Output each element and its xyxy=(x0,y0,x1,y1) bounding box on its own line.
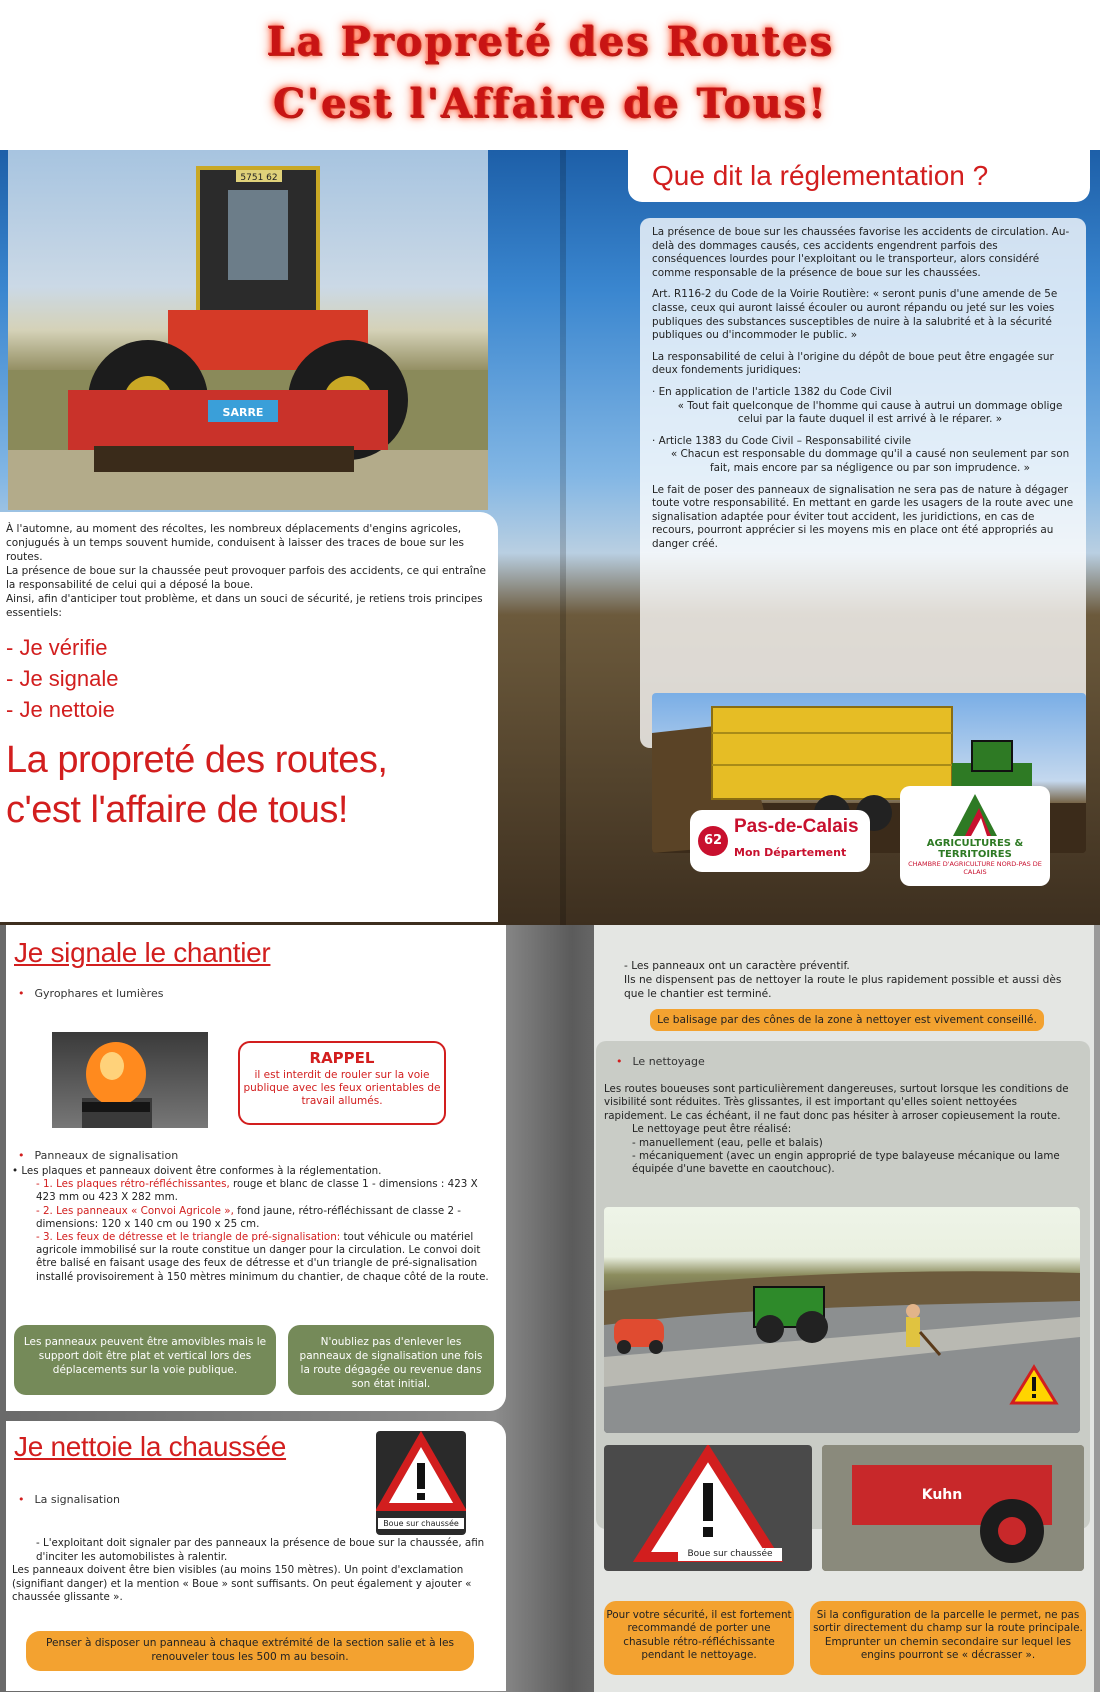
intro-paragraph-1: À l'automne, au moment des récoltes, les nombreux déplacements d'engins agricoles, conjugués à un temps souvent humide, conduisent à laisser des traces de boue sur les routes. xyxy=(6,523,464,563)
logo2-sub: CHAMBRE D'AGRICULTURE NORD-PAS DE CALAIS xyxy=(908,860,1042,876)
tractor-photo xyxy=(8,150,488,510)
orange-tip-secondary-path: Si la configuration de la parcelle le permet, ne pas sortir directement du champ sur la route principale. Emprunter un chemin secondaire sur lequel les engins pourront se « décrasser ». xyxy=(810,1601,1086,1675)
reg-paragraph-2: Art. R116-2 du Code de la Voirie Routière: « seront punis d'une amende de 5e classe, ceux qui auront laissé écouler ou auront répandu ou jeté sur les voies publiques des substances susceptibles de nuire à la salubrité et à la sécurité publiques ou d'incommoder le public. » xyxy=(652,288,1058,342)
slogan xyxy=(6,735,488,835)
road-sweeper-illustration xyxy=(822,1445,1084,1571)
rappel-box xyxy=(238,1041,446,1125)
bullet-dot: • xyxy=(18,1493,25,1506)
brochure-cover-spread xyxy=(0,150,1100,925)
logo-department-sub: Mon Département xyxy=(734,846,847,859)
bullet-panneaux-label: Panneaux de signalisation xyxy=(34,1149,179,1162)
mud-warning-sign-photo xyxy=(376,1431,466,1535)
page-fold xyxy=(560,150,566,925)
preventive-line-1: - Les panneaux ont un caractère préventif. xyxy=(624,960,850,972)
signalisation-text xyxy=(12,1537,492,1605)
signalisation-paragraph-1: - L'exploitant doit signaler par des panneaux la présence de boue sur la chaussée, afin d'inciter les automobilistes à ralentir. xyxy=(36,1537,485,1563)
slogan-line-1: La propreté des routes, xyxy=(6,739,388,781)
intro-paragraph-2: La présence de boue sur la chaussée peut provoquer parfois des accidents, ce qui entraîne la responsabilité de celui qui a déposé la boue. xyxy=(6,565,486,591)
bullet-dot: • xyxy=(18,987,25,1000)
nettoyage-paragraph: Les routes boueuses sont particulièrement dangereuses, surtout lorsque les conditions de visibilité sont réduites. Très glissantes, il est important qu'elles soient nettoyées rapidement. Le cas échéant, il ne faut donc pas hésiter à arroser copieusement la route. xyxy=(604,1083,1069,1122)
nettoyage-item-manual: - manuellement (eau, pelle et balais) xyxy=(632,1136,823,1149)
slogan-line-2: c'est l'affaire de tous! xyxy=(6,789,348,831)
clean-title: Je nettoie la chaussée xyxy=(14,1431,287,1462)
reg-quote-1383: « Chacun est responsable du dommage qu'il a causé non seulement par son fait, mais encore par sa négligence ou par son imprudence. » xyxy=(670,448,1070,474)
orange-tip-cones: Le balisage par des cônes de la zone à nettoyer est vivement conseillé. xyxy=(650,1009,1044,1031)
sign-caption: Boue sur chaussée xyxy=(378,1518,464,1529)
warning-caption: Boue sur chaussée xyxy=(678,1548,782,1561)
panneaux-text xyxy=(12,1165,500,1284)
panneaux-item-1-text: rouge et blanc de classe 1 - dimensions : 423 X 423 mm ou 423 X 282 mm. xyxy=(36,1178,478,1204)
nettoyage-intro: Le nettoyage peut être réalisé: xyxy=(632,1123,792,1136)
reg-paragraph-3: La responsabilité de celui à l'origine du dépôt de boue peut être engagée sur deux fondements juridiques: xyxy=(652,350,1054,377)
bullet-signalisation-label: La signalisation xyxy=(34,1493,121,1506)
logo2-name: AGRICULTURES & TERRITOIRES xyxy=(926,838,1024,860)
gyrophare-photo xyxy=(52,1032,208,1128)
panneaux-item-3-label: - 3. Les feux de détresse et le triangle de pré-signalisation: xyxy=(36,1231,341,1244)
cleaning-box xyxy=(596,1041,1090,1559)
regulation-title: Que dit la réglementation ? xyxy=(628,150,1090,202)
bullet-gyro xyxy=(18,987,498,1000)
nettoyage-text xyxy=(604,1083,1080,1177)
panneaux-item-2-label: - 2. Les panneaux « Convoi Agricole », xyxy=(36,1204,234,1217)
logo-department-name: Pas-de-Calais xyxy=(734,816,859,837)
banner-title-line-2: C'est l'Affaire de Tous! xyxy=(272,80,828,127)
brochure-inner-spread xyxy=(0,925,1100,1692)
reg-paragraph-1: La présence de boue sur les chaussées favorise les accidents de circulation. Au-delà des dommages causés, ces accidents engendrent parfois des conséquences lourdes pour l'exploitant ou le transporteur, alors considéré comme responsable de la présence de boue sur les chaussées. xyxy=(652,226,1070,279)
chambre-agriculture-logo xyxy=(900,786,1050,886)
rappel-title: RAPPEL xyxy=(309,1049,375,1067)
pas-de-calais-logo xyxy=(690,810,870,872)
green-tip-removable: Les panneaux peuvent être amovibles mais le support doit être plat et vertical lors des déplacements sur la voie publique. xyxy=(14,1325,276,1395)
reg-quote-1382: « Tout fait quelconque de l'homme qui cause à autrui un dommage oblige celui par la faute duquel il est arrivé à le réparer. » xyxy=(677,399,1063,426)
bullet-nettoyage xyxy=(616,1055,705,1068)
regulation-panel xyxy=(628,150,1090,750)
sweeper-brand: Kuhn xyxy=(921,1487,963,1503)
cleaning-panel xyxy=(594,925,1094,1692)
preventive-text xyxy=(624,959,1064,1001)
principles-list xyxy=(6,632,488,725)
bullet-nettoyage-label: Le nettoyage xyxy=(632,1055,705,1068)
rappel-body: il est interdit de rouler sur la voie publique avec les feux orientables de travail allumés. xyxy=(243,1069,441,1107)
reg-article-1382: · En application de l'article 1382 du Code Civil xyxy=(652,385,892,398)
agriculture-logo-icon xyxy=(945,790,1005,840)
panneaux-intro: • Les plaques et panneaux doivent être conformes à la réglementation. xyxy=(12,1165,382,1177)
page-banner xyxy=(0,0,1100,150)
regulation-text-box xyxy=(640,218,1086,748)
tractor-plate: 5751 62 xyxy=(240,173,278,183)
green-tip-remove-signs: N'oubliez pas d'enlever les panneaux de signalisation une fois la route dégagée ou revenue dans son état initial. xyxy=(288,1325,494,1395)
bullet-gyro-label: Gyrophares et lumières xyxy=(34,987,164,1000)
preventive-line-2: Ils ne dispensent pas de nettoyer la route le plus rapidement possible et aussi dès que le chantier est terminé. xyxy=(624,974,1062,1000)
gyrophare-illustration xyxy=(52,1032,208,1128)
clean-section xyxy=(6,1421,506,1691)
banner-title-line-1: La Propreté des Routes xyxy=(266,18,834,65)
intro-paragraph-3: Ainsi, afin d'anticiper tout problème, et dans un souci de sécurité, je retiens trois principes essentiels: xyxy=(6,593,483,619)
principle-clean: - Je nettoie xyxy=(6,697,115,722)
reg-article-1383: · Article 1383 du Code Civil – Responsabilité civile xyxy=(652,434,912,447)
panneaux-item-2 xyxy=(12,1205,500,1231)
signal-section xyxy=(6,925,506,1411)
signalisation-paragraph-2: Les panneaux doivent être bien visibles (au moins 150 mètres). Un point d'exclamation (signifiant danger) et la mention « Boue » sont suffisants. On peut également y ajouter « chaussée glissante ». xyxy=(12,1564,472,1604)
panneaux-item-3-text: tout véhicule ou matériel agricole immobilisé sur la route constitue un danger pour la circulation. Le convoi doit être balisé en faisant usage des feux de détresse et d'un triangle de pré-signalisation installé provisoirement à 150 mètres minimum du chantier, de chaque côté de la route. xyxy=(36,1231,489,1283)
bullet-panneaux xyxy=(18,1149,178,1162)
panneaux-item-2-text: fond jaune, rétro-réfléchissant de classe 2 - dimensions: 120 x 140 cm ou 190 x 25 cm. xyxy=(36,1204,462,1230)
panneaux-item-1-label: - 1. Les plaques rétro-réfléchissantes, xyxy=(36,1178,230,1191)
road-cleaning-illustration xyxy=(604,1207,1080,1433)
principle-signal: - Je signale xyxy=(6,666,119,691)
bullet-dot: • xyxy=(18,1149,25,1162)
reg-last-paragraph: Le fait de poser des panneaux de signalisation ne sera pas de nature à dégager toute votre responsabilité. En mettant en garde les usagers de la route avec une signalisation adaptée pour éviter tout accident, les juridictions, en cas de recours, pourront apprécier si les moyens mis en place ont été appropriés au danger créé. xyxy=(652,483,1074,550)
bullet-signalisation xyxy=(18,1493,120,1506)
panneaux-item-3 xyxy=(12,1231,500,1284)
road-scene-drawing xyxy=(604,1207,1080,1433)
nettoyage-item-mechanical: - mécaniquement (avec un engin approprié de type balayeuse mécanique ou lame équipée d'une bavette en caoutchouc). xyxy=(632,1150,1060,1176)
road-sweeper-photo xyxy=(822,1445,1084,1571)
bullet-dot: • xyxy=(616,1055,623,1068)
orange-tip-place-signs: Penser à disposer un panneau à chaque extrémité de la section salie et à les renouveler tous les 500 m au besoin. xyxy=(26,1631,474,1671)
mud-warning-sign-photo-2 xyxy=(604,1445,812,1571)
tractor-illustration xyxy=(8,150,488,510)
principle-verify: - Je vérifie xyxy=(6,635,108,660)
signal-title: Je signale le chantier xyxy=(14,937,271,968)
implement-brand: SARRE xyxy=(222,406,264,419)
logo-number-badge: 62 xyxy=(698,826,728,856)
intro-text xyxy=(6,522,488,620)
intro-panel xyxy=(0,512,498,922)
panneaux-item-1 xyxy=(12,1178,500,1204)
orange-tip-high-vis-vest: Pour votre sécurité, il est fortement recommandé de porter une chasuble rétro-réfléchissante pendant le nettoyage. xyxy=(604,1601,794,1675)
